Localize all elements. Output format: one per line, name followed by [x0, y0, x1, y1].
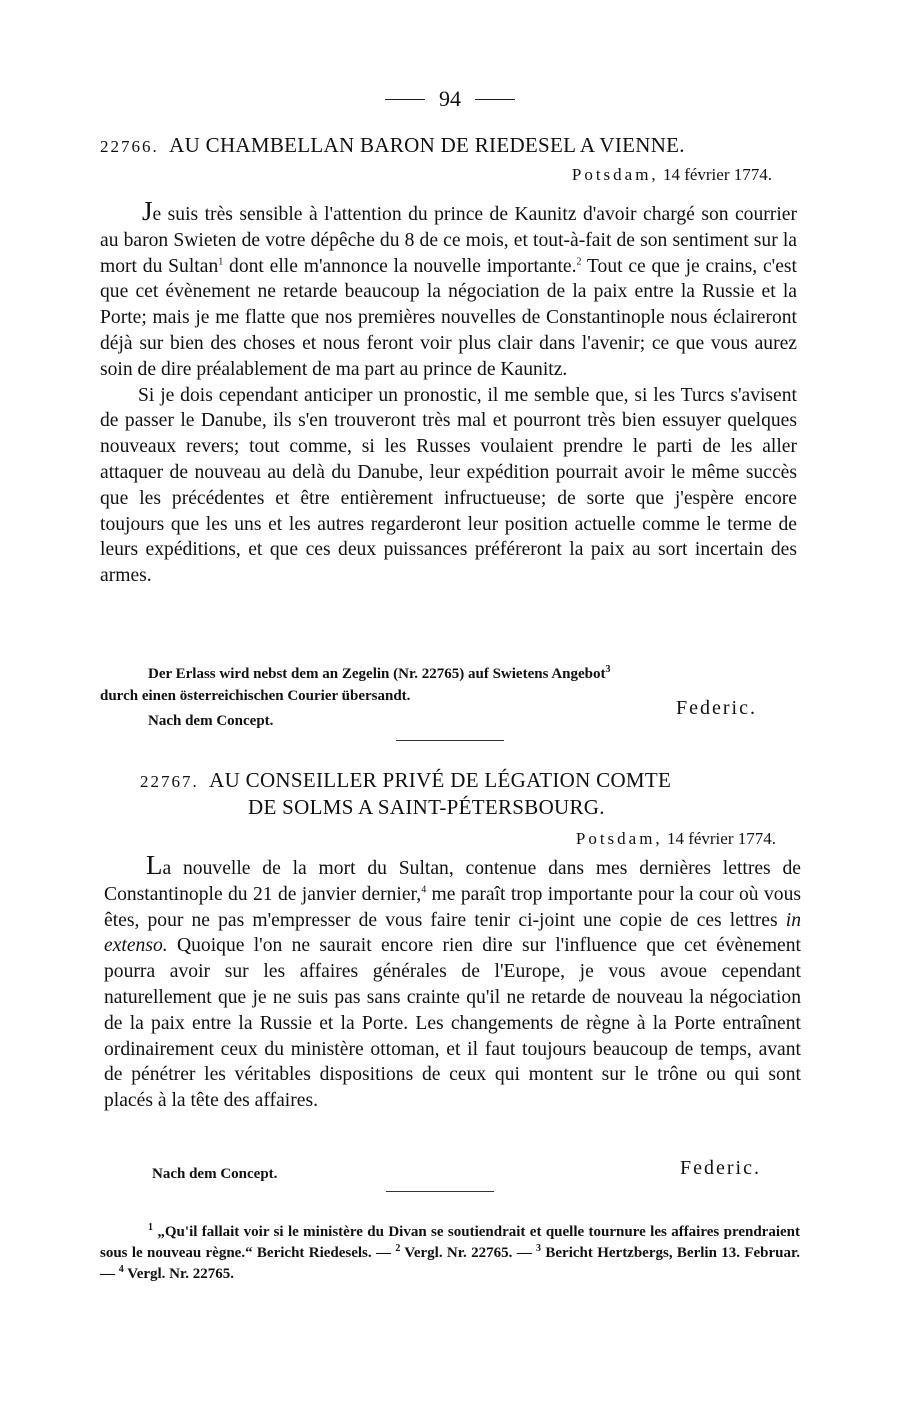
drop-cap: J — [142, 196, 153, 226]
entry-title: AU CHAMBELLAN BARON DE RIEDESEL A VIENNE. — [169, 133, 685, 157]
source-note: Nach dem Concept. — [148, 713, 274, 729]
entry-heading — [140, 768, 840, 793]
entry-title-line1: AU CONSEILLER PRIVÉ DE LÉGATION COMTE — [209, 768, 672, 792]
entry-heading — [100, 133, 800, 158]
page-number-rule-left — [385, 99, 425, 100]
dateline-date: 14 février 1774. — [666, 829, 776, 848]
dateline — [572, 165, 772, 185]
letter-body — [100, 198, 797, 589]
footnote-mark: 2 — [395, 1243, 401, 1254]
footnote-text: Vergl. Nr. 22765. — — [404, 1245, 532, 1261]
footnotes — [100, 1222, 800, 1285]
dateline-place: Potsdam, — [571, 165, 659, 184]
footnote-block — [100, 1222, 800, 1285]
letter-body — [104, 852, 801, 1114]
letter-paragraph: Je suis très sensible à l'attention du prince de Kaunitz d'avoir chargé son courrier au baron Swieten de votre dépêche du 8 de ce mois, et tout-à-fait de son sentiment sur la mort du Sultan$^1$ dont elle m'annonce la nouvelle importante.$^2$ Tout ce que je crains, c'est que cet évènement ne retarde beaucoup la négociation de la paix entre la Russie et la Porte; mais je me flatte que nos premières nouvelles de Constantinople nous éclaireront déjà sur bien des choses et nous feront voir plus clair dans l'avenir; ce que vous aurez soin de dire préalablement de ma part au prince de Kaunitz. — [100, 196, 797, 380]
editorial-note-continued: durch einen österreichischen Courier übersandt. — [100, 688, 411, 704]
drop-cap: L — [146, 850, 163, 880]
letter-paragraph: La nouvelle de la mort du Sultan, contenue dans mes dernières lettres de Constantinople du 21 de janvier dernier,$^4$ me paraît trop importante pour la cour où vous êtes, pour ne pas m'empresser de vous faire tenir ci-joint une copie de ces lettres in extenso. Quoique l'on ne saurait encore rien dire sur l'influence que cet évènement pourra avoir sur les affaires générales de l'Europe, je vous avoue cependant naturellement que je ne suis pas sans crainte qu'il ne retarde de nouveau la négociation de la paix entre la Russie et la Porte. Les changements de règne à la Porte entraînent ordinairement ceux du ministère ottoman, et il faut toujours beaucoup de temps, avant de pénétrer les véritables dispositions de ceux qui montent sur le trône ou qui sont placés à la tête des affaires. — [104, 850, 801, 1112]
editorial-note: Der Erlass wird nebst dem an Zegelin (Nr. 22765) auf Swietens Angebot$^3$ — [148, 664, 611, 682]
footnote-text: „Qu'il fallait voir si le ministère du Divan se soutiendrait et quelle tournure les affaires prendraient sous le nouveau règne.“ Bericht Riedesels. — — [100, 1224, 801, 1261]
footnote-ref: 2 — [576, 256, 582, 268]
entry-title-line2: DE SOLMS A SAINT-PÉTERSBOURG. — [248, 795, 605, 819]
page-number: 94 — [439, 86, 461, 111]
dateline — [576, 829, 776, 849]
footnote-text: Vergl. Nr. 22765. — [127, 1266, 235, 1282]
footnote-mark: 1 — [148, 1222, 153, 1233]
footnote-text: Bericht Hertzbergs, Berlin 13. Februar. — — [100, 1245, 801, 1282]
italic-phrase: in extenso. — [104, 909, 801, 957]
dateline-place: Potsdam, — [575, 829, 663, 848]
page-number-rule-right — [475, 99, 515, 100]
footnote-mark: 4 — [118, 1264, 124, 1275]
page-header — [100, 86, 800, 112]
footnote-ref: 1 — [218, 256, 224, 268]
footnote-ref: 4 — [421, 884, 427, 896]
entry-number: 22766. — [100, 137, 159, 156]
letter-paragraph: Si je dois cependant anticiper un pronostic, il me semble que, si les Turcs s'avisent de passer le Danube, ils s'en trouveront très mal et pourront très bien essuyer quelques nouveaux revers; tout comme, si les Russes voulaient prendre le parti de les aller attaquer de nouveau au delà du Danube, leur expédition pourrait avoir le même succès que les précédentes et être entièrement infructueuse; de sorte que j'espère encore toujours que les uns et les autres regarderont leur position actuelle comme le terme de leurs expéditions, et que ces deux puissances préféreront la paix au sort incertain des armes. — [100, 384, 797, 587]
footnote-divider — [386, 1191, 494, 1192]
entry-number: 22767. — [140, 772, 199, 791]
source-note: Nach dem Concept. — [152, 1166, 278, 1182]
footnote-ref: 3 — [605, 664, 611, 675]
signature: Federic. — [676, 697, 757, 719]
section-divider — [396, 740, 504, 741]
signature: Federic. — [680, 1157, 761, 1179]
dateline-date: 14 février 1774. — [662, 165, 772, 184]
footnote-mark: 3 — [536, 1243, 542, 1254]
